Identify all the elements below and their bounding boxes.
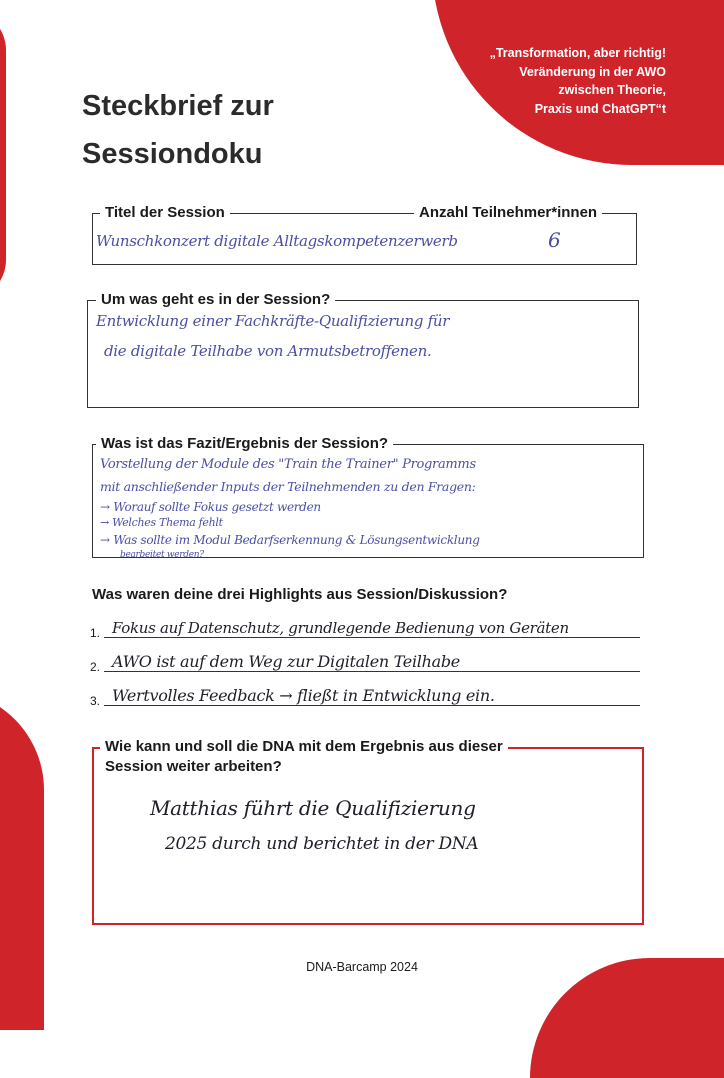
highlight-underline <box>104 671 640 672</box>
result-line: → Welches Thema fehlt <box>100 516 223 529</box>
slogan-line: „Transformation, aber richtig! <box>489 46 666 60</box>
highlights-label: Was waren deine drei Highlights aus Session/Diskussion? <box>92 586 508 603</box>
highlight-text: Wertvolles Feedback → fließt in Entwicklung ein. <box>112 686 495 705</box>
slogan-line: Veränderung in der AWO <box>519 64 666 79</box>
result-label: Was ist das Fazit/Ergebnis der Session? <box>96 435 393 453</box>
highlight-text: Fokus auf Datenschutz, grundlegende Bedienung von Geräten <box>112 619 569 637</box>
session-title-label: Titel der Session <box>100 204 230 222</box>
slogan <box>452 44 666 118</box>
decorative-red-shape-bottom-right <box>530 958 724 1078</box>
decorative-red-shape-bottom-left <box>0 690 44 1030</box>
participants-value: 6 <box>548 228 561 252</box>
highlight-item <box>90 646 640 674</box>
about-label: Um was geht es in der Session? <box>96 291 335 309</box>
result-line: → Was sollte im Modul Bedarfserkennung & Lösungsentwicklung <box>100 533 480 547</box>
slogan-line: Praxis und ChatGPT“t <box>534 101 666 116</box>
highlight-underline <box>104 637 640 638</box>
dna-label <box>100 737 508 777</box>
dna-line: 2025 durch und berichtet in der DNA <box>165 834 479 854</box>
page-title-line: Steckbrief zur <box>82 90 274 122</box>
page-title <box>82 82 274 178</box>
decorative-red-shape-left <box>0 10 6 300</box>
slogan-line: zwischen Theorie, <box>558 83 666 97</box>
highlight-item <box>90 680 640 708</box>
about-line: Entwicklung einer Fachkräfte-Qualifizierung für <box>96 312 450 330</box>
dna-label-line: Session weiter arbeiten? <box>105 758 282 775</box>
highlight-number: 3. <box>90 694 101 708</box>
result-line: mit anschließender Inputs der Teilnehmenden zu den Fragen: <box>100 479 476 494</box>
result-line: → Worauf sollte Fokus gesetzt werden <box>100 500 321 514</box>
participants-label: Anzahl Teilnehmer*innen <box>414 204 602 222</box>
about-line: die digitale Teilhabe von Armutsbetroffenen. <box>104 342 432 360</box>
session-title-value: Wunschkonzert digitale Alltagskompetenzerwerb <box>96 232 458 250</box>
page-title-line: Sessiondoku <box>82 138 263 170</box>
result-line: Vorstellung der Module des "Train the Trainer" Programms <box>100 457 476 472</box>
result-line: bearbeitet werden? <box>120 550 204 560</box>
highlight-number: 2. <box>90 660 101 674</box>
dna-label-line: Wie kann und soll die DNA mit dem Ergebnis aus dieser <box>105 738 503 755</box>
footer-text: DNA-Barcamp 2024 <box>306 960 418 974</box>
highlight-item <box>90 612 640 640</box>
dna-line: Matthias führt die Qualifizierung <box>150 796 476 820</box>
highlight-number: 1. <box>90 626 101 640</box>
highlight-underline <box>104 705 640 706</box>
highlight-text: AWO ist auf dem Weg zur Digitalen Teilhabe <box>112 652 460 671</box>
